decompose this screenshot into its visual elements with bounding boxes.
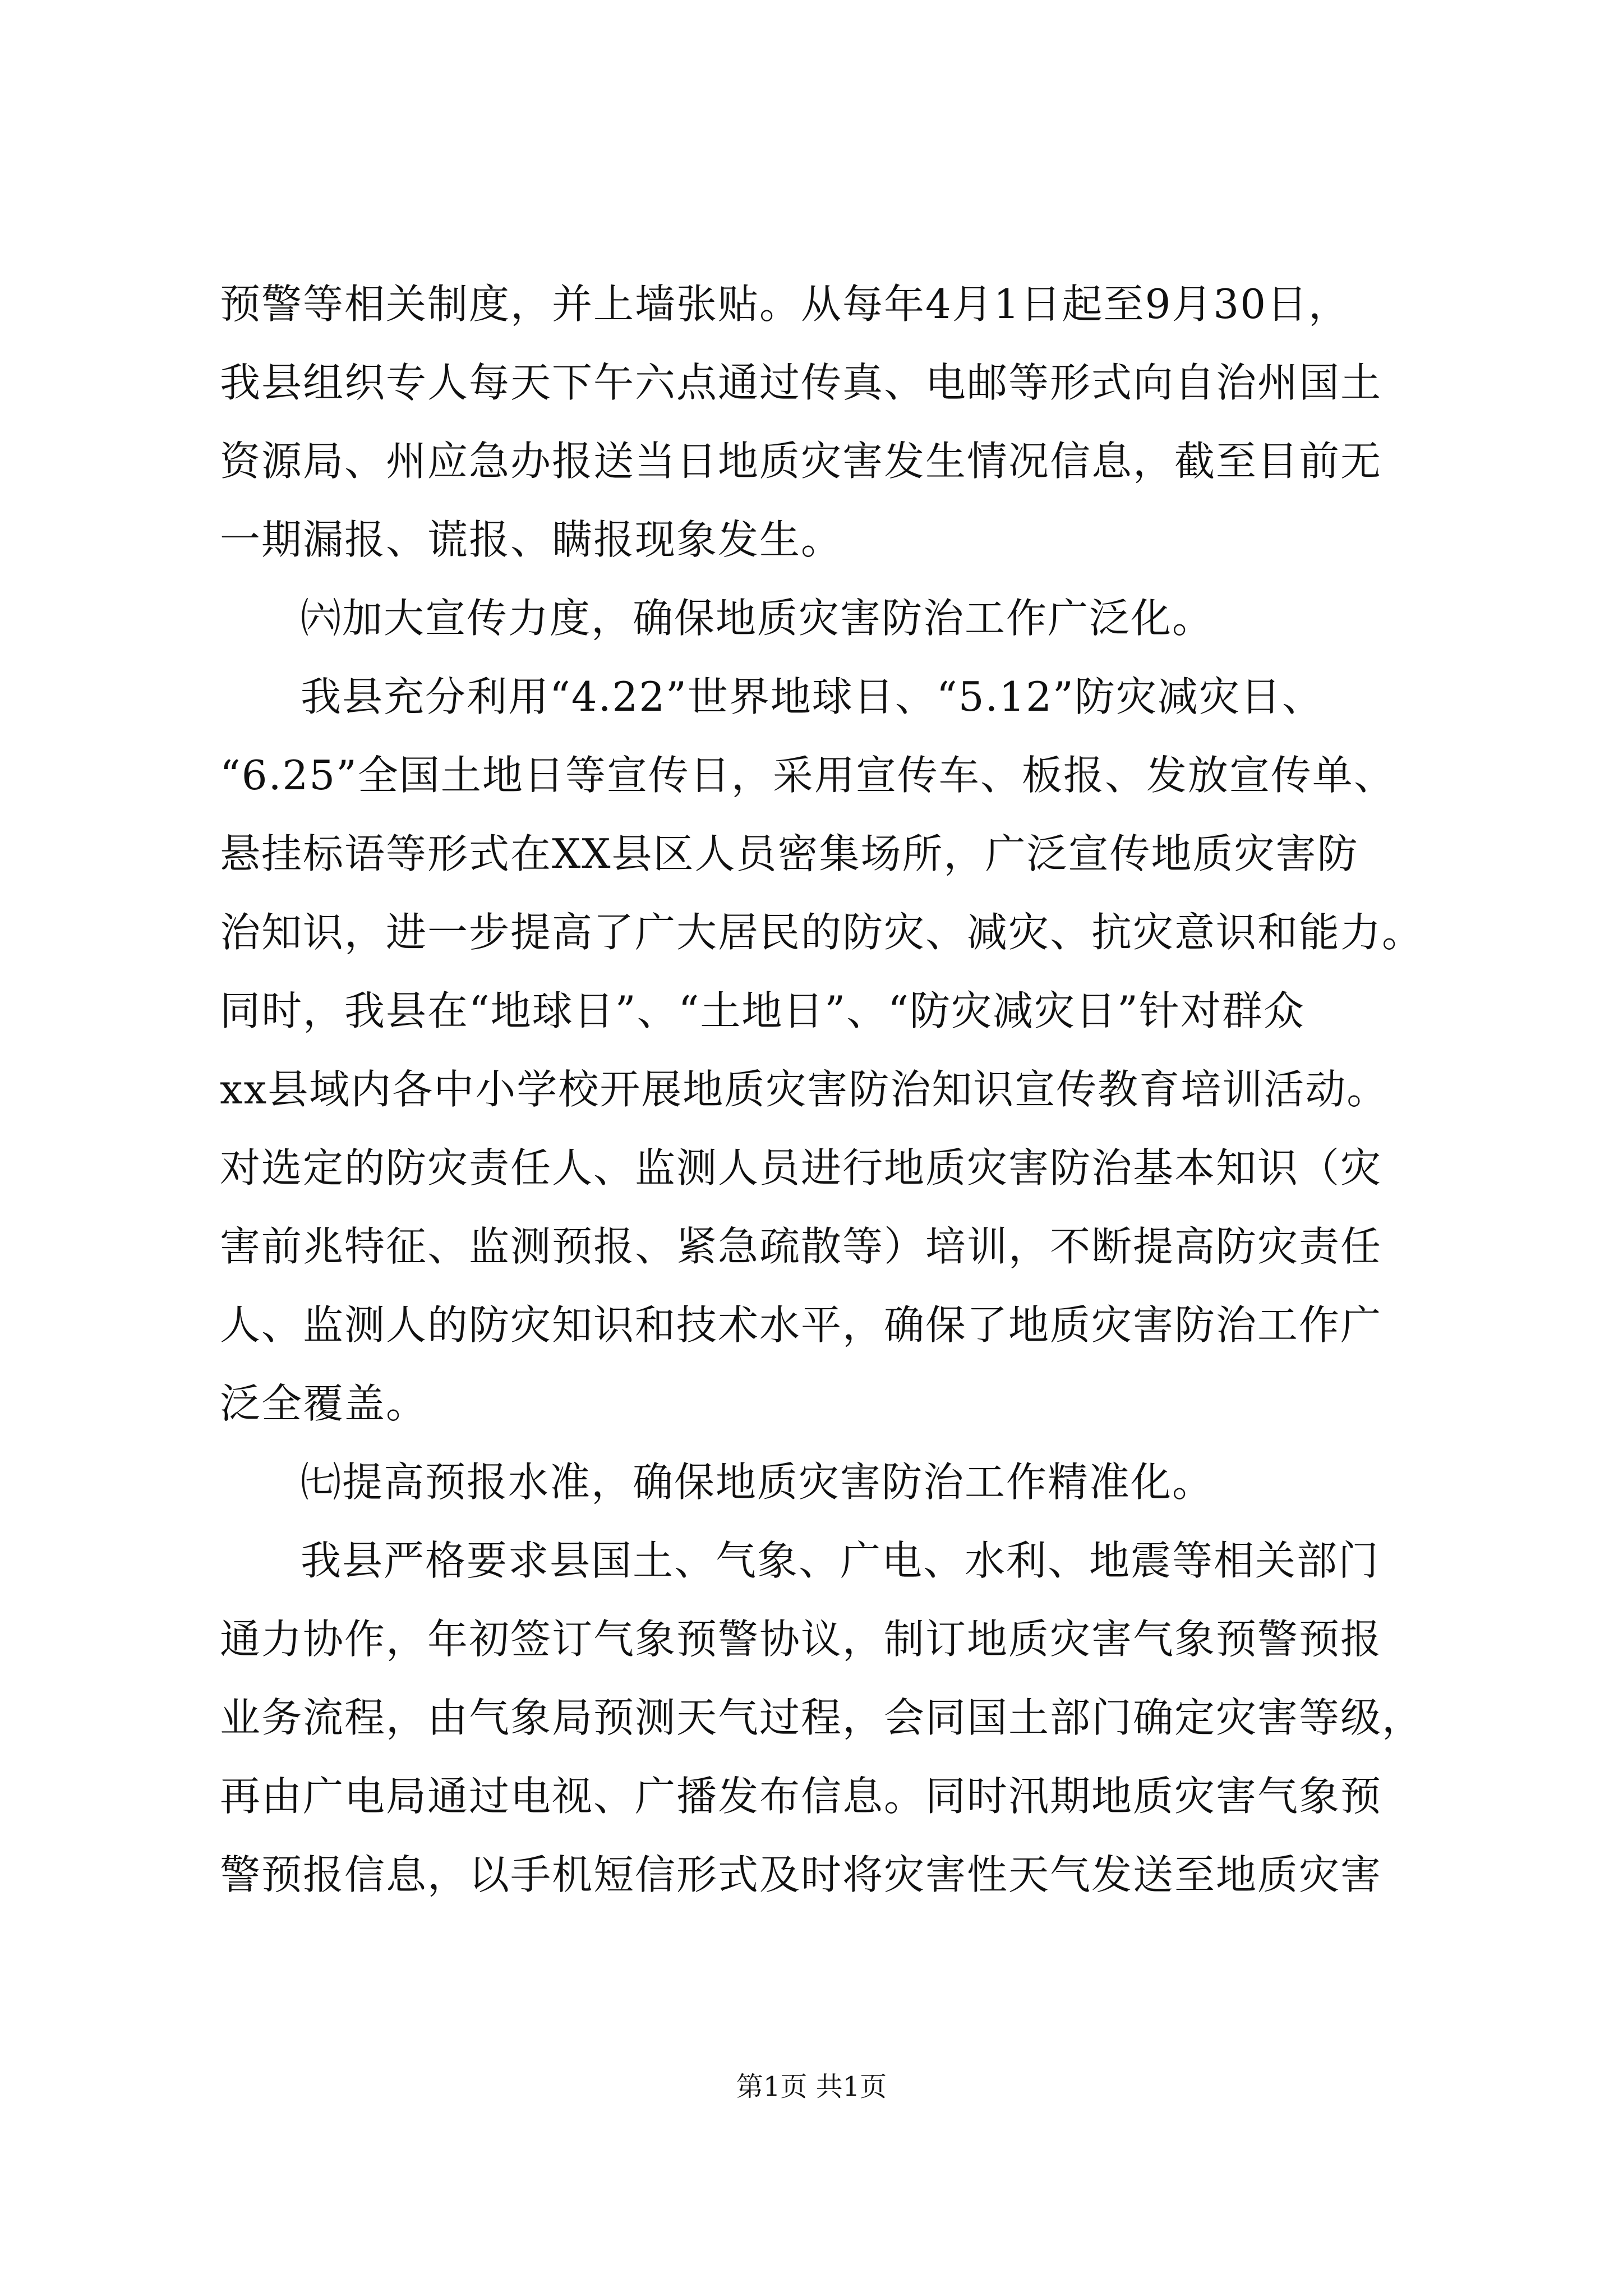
text-line: 业务流程，由气象局预测天气过程，会同国土部门确定灾害等级， xyxy=(220,1694,1424,1741)
text-line: 警预报信息，以手机短信形式及时将灾害性天气发送至地质灾害 xyxy=(220,1851,1382,1898)
text-line: 人、监测人的防灾知识和技术水平，确保了地质灾害防治工作广 xyxy=(220,1301,1382,1349)
text-line: 泛全覆盖。 xyxy=(220,1380,428,1427)
text-line: 预警等相关制度，并上墙张贴。从每年4月1日起至9月30日， xyxy=(220,280,1350,328)
text-line: 悬挂标语等形式在XX县区人员密集场所，广泛宣传地质灾害防 xyxy=(220,830,1359,877)
text-line: 同时，我县在“地球日”、“土地日”、“防灾减灾日”针对群众 xyxy=(220,987,1305,1034)
text-line: 害前兆特征、监测预报、紧急疏散等）培训，不断提高防灾责任 xyxy=(220,1223,1382,1270)
text-line: “6.25”全国土地日等宣传日，采用宣传车、板报、发放宣传单、 xyxy=(220,752,1395,799)
text-line: 再由广电局通过电视、广播发布信息。同时汛期地质灾害气象预 xyxy=(220,1773,1382,1820)
text-line: 资源局、州应急办报送当日地质灾害发生情况信息，截至目前无 xyxy=(220,438,1382,485)
text-line: 通力协作，年初签订气象预警协议，制订地质灾害气象预警预报 xyxy=(220,1616,1382,1663)
text-line: 对选定的防灾责任人、监测人员进行地质灾害防治基本知识（灾 xyxy=(220,1144,1382,1191)
section-heading: ㈥加大宣传力度，确保地质灾害防治工作广泛化。 xyxy=(301,595,1214,642)
text-line: 治知识，进一步提高了广大居民的防灾、减灾、抗灾意识和能力。 xyxy=(220,909,1424,956)
text-line: 我县充分利用“4.22”世界地球日、“5.12”防灾减灾日、 xyxy=(301,673,1324,720)
page-footer: 第1页 共1页 xyxy=(736,2071,887,2102)
text-line: 一期漏报、谎报、瞒报现象发生。 xyxy=(220,516,843,563)
section-heading: ㈦提高预报水准，确保地质灾害防治工作精准化。 xyxy=(301,1458,1214,1506)
text-line: xx县域内各中小学校开展地质灾害防治知识宣传教育培训活动。 xyxy=(220,1066,1389,1113)
text-line: 我县严格要求县国土、气象、广电、水利、地震等相关部门 xyxy=(301,1537,1380,1584)
text-line: 我县组织专人每天下午六点通过传真、电邮等形式向自治州国土 xyxy=(220,359,1382,406)
document-body xyxy=(220,265,1424,1914)
